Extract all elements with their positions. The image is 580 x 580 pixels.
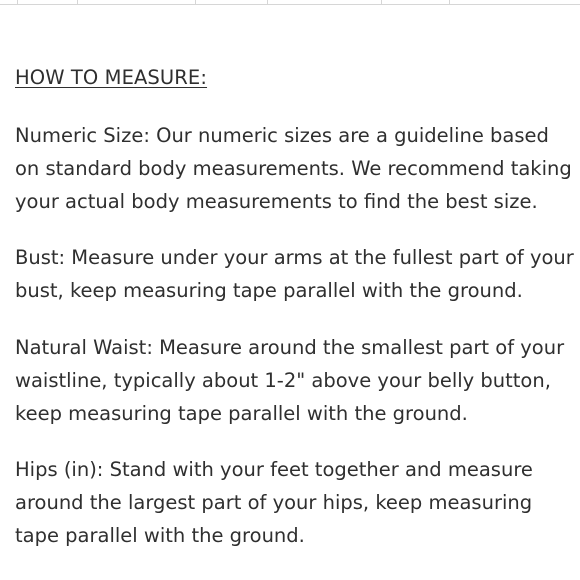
paragraph-line: your actual body measurements to find the best size. <box>15 189 538 213</box>
paragraph-line: Hips (in): Stand with your feet together and measure <box>15 458 533 482</box>
paragraph-line: tape parallel with the ground. <box>15 523 305 547</box>
table-cell-divider <box>267 0 268 4</box>
table-cell-divider <box>449 0 450 4</box>
paragraph-line: on standard body measurements. We recommend taking <box>15 156 572 180</box>
size-table-bottom-edge <box>0 0 580 5</box>
paragraph-line: keep measuring tape parallel with the ground. <box>15 401 468 425</box>
table-cell-divider <box>77 0 78 4</box>
table-cell-divider <box>195 0 196 4</box>
paragraph-line: bust, keep measuring tape parallel with the ground. <box>15 279 523 303</box>
paragraph-line: Bust: Measure under your arms at the fullest part of your <box>15 246 574 270</box>
paragraph-line: around the largest part of your hips, keep measuring <box>15 491 533 515</box>
how-to-measure-heading: HOW TO MEASURE: <box>15 66 208 89</box>
paragraph-line: Natural Waist: Measure around the smallest part of your <box>15 335 565 359</box>
natural-waist-paragraph <box>15 332 575 430</box>
numeric-size-paragraph <box>15 120 575 218</box>
table-cell-divider <box>381 0 382 4</box>
paragraph-line: Numeric Size: Our numeric sizes are a guideline based <box>15 124 549 147</box>
bust-paragraph <box>15 242 575 308</box>
table-cell-divider <box>17 0 18 4</box>
hips-paragraph <box>15 454 575 552</box>
paragraph-line: waistline, typically about 1-2" above your belly button, <box>15 368 551 392</box>
measure-guide <box>15 64 575 577</box>
